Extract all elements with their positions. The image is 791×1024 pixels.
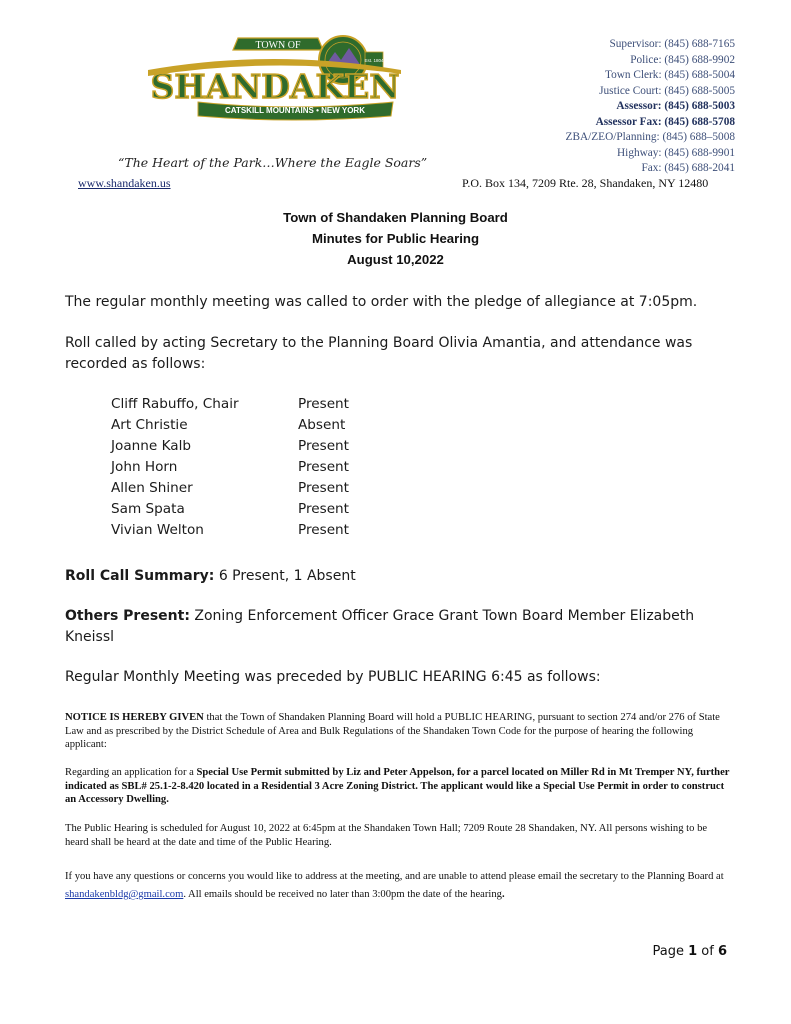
notice-text: that the Town of Shandaken Planning Board will hold a PUBLIC HEARING, pursuant to section 274 and/or 276 of State Law and as prescribed by the District Schedule of Area and Bulk Regulations of the Shandaken Town Code for the purpose of hearing the following applicant: <box>65 712 720 750</box>
member-name: Sam Spata <box>111 501 185 517</box>
logo-seal-text: Est. 1804 <box>364 58 384 63</box>
website-link[interactable]: www.shandaken.us <box>78 176 171 190</box>
roll-row <box>111 522 349 543</box>
member-name: Joanne Kalb <box>111 438 191 454</box>
member-name: Vivian Welton <box>111 522 204 538</box>
public-hearing-intro: Regular Monthly Meeting was preceded by PUBLIC HEARING 6:45 as follows: <box>65 669 601 685</box>
application-paragraph <box>65 766 730 807</box>
others-value: Zoning Enforcement Officer Grace Grant Town Board Member Elizabeth Kneissl <box>65 608 695 645</box>
logo-bottom-text: CATSKILL MOUNTAINS • NEW YORK <box>225 106 365 115</box>
roll-row <box>111 417 349 438</box>
contact-highway: Highway: (845) 688-9901 <box>617 146 735 159</box>
tagline: “The Heart of the Park…Where the Eagle Soars” <box>118 155 428 170</box>
member-name: John Horn <box>111 459 178 475</box>
notice-paragraph <box>65 711 730 752</box>
contact-fax: Fax: (845) 688-2041 <box>641 162 735 174</box>
member-status: Present <box>298 459 350 475</box>
page-label: Page <box>652 944 689 959</box>
page-number <box>653 944 728 959</box>
page-total: 6 <box>717 944 727 959</box>
page-current: 1 <box>688 944 698 959</box>
contact-supervisor: Supervisor: (845) 688-7165 <box>609 38 735 50</box>
page-of: of <box>697 944 718 959</box>
document-subtitle: Minutes for Public Hearing <box>311 231 480 246</box>
logo-wordmark: SHANDAKEN <box>150 67 400 106</box>
member-status: Present <box>298 480 350 496</box>
roll-row <box>111 459 349 480</box>
questions-text: If you have any questions or concerns you would like to address at the meeting, and are unable to attend please email the secretary to the Planning Board at <box>65 871 724 882</box>
contact-town-clerk: Town Clerk: (845) 688-5004 <box>604 69 735 81</box>
document-title: Town of Shandaken Planning Board <box>283 210 508 225</box>
member-name: Allen Shiner <box>111 480 193 496</box>
mailing-address: P.O. Box 134, 7209 Rte. 28, Shandaken, NY 12480 <box>462 176 709 190</box>
document-date: August 10,2022 <box>347 252 444 267</box>
member-status: Present <box>298 396 350 412</box>
contact-list <box>566 37 735 177</box>
roll-intro: Roll called by acting Secretary to the Planning Board Olivia Amantia, and attendance was recorded as follows: <box>65 335 693 372</box>
member-status: Present <box>298 438 350 454</box>
contact-assessor-fax: Assessor Fax: (845) 688-5708 <box>595 115 735 128</box>
contact-justice-court: Justice Court: (845) 688-5005 <box>599 84 735 97</box>
email-link[interactable]: shandakenbldg@gmail.com <box>65 889 184 900</box>
logo-top-text: TOWN OF <box>255 40 301 51</box>
roll-row <box>111 396 349 417</box>
contact-zba-planning: ZBA/ZEO/Planning: (845) 688–5008 <box>565 131 735 143</box>
others-present <box>65 606 745 648</box>
member-status: Present <box>298 501 350 517</box>
call-to-order: The regular monthly meeting was called to order with the pledge of allegiance at 7:05pm. <box>65 294 698 310</box>
questions-period: . <box>501 889 505 900</box>
application-intro: Regarding an application for a <box>65 767 197 778</box>
member-status: Present <box>298 522 350 538</box>
member-status: Absent <box>298 417 346 433</box>
others-label: Others Present: <box>65 608 190 624</box>
questions-paragraph <box>65 868 730 904</box>
notice-bold: NOTICE IS HEREBY GIVEN <box>65 712 204 723</box>
contact-police: Police: (845) 688-9902 <box>630 53 735 66</box>
member-name: Cliff Rabuffo, Chair <box>111 396 239 412</box>
roll-row <box>111 501 349 522</box>
shandaken-logo <box>143 30 408 130</box>
member-name: Art Christie <box>111 417 188 433</box>
questions-deadline: . All emails should be received no later than 3:00pm the date of the hearing <box>183 889 502 900</box>
roll-call-summary <box>65 566 356 587</box>
summary-value: 6 Present, 1 Absent <box>214 568 356 584</box>
summary-label: Roll Call Summary: <box>65 568 215 584</box>
roll-call-table <box>111 396 349 543</box>
application-details: Special Use Permit submitted by Liz and Peter Appelson, for a parcel located on Miller Rd in Mt Tremper NY, further indicated as SBL# 25.1-2-8.420 located in a Residential 3 Acre Zoning District. The applicant would like a Special Use Permit in order to construct an Accessory Dwelling. <box>65 767 730 805</box>
roll-row <box>111 480 349 501</box>
schedule-paragraph: The Public Hearing is scheduled for August 10, 2022 at 6:45pm at the Shandaken Town Hall; 7209 Route 28 Shandaken, NY. All persons wishing to be heard shall be heard at the date and time of the Public Hearing. <box>65 823 708 848</box>
roll-row <box>111 438 349 459</box>
contact-assessor: Assessor: (845) 688-5003 <box>616 100 735 112</box>
